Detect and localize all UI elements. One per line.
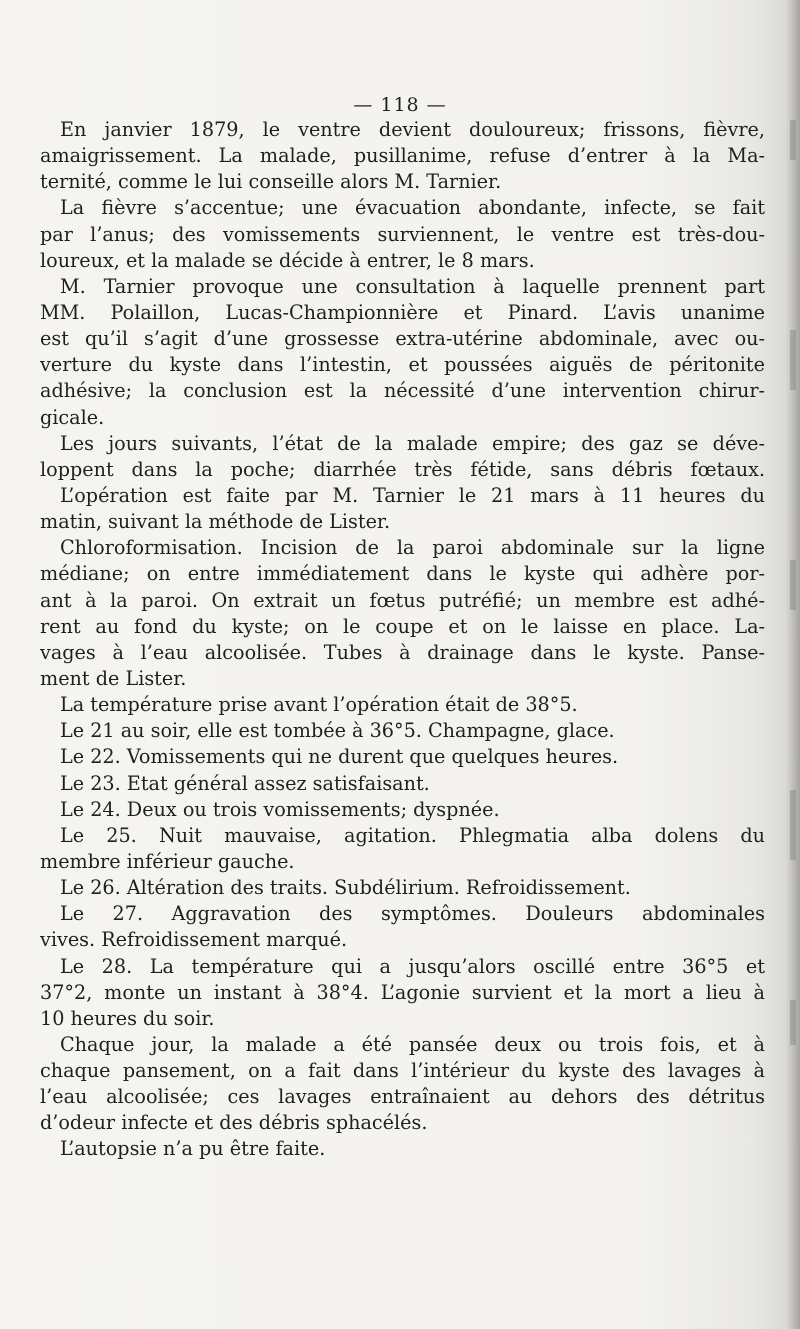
text-line: Chaque jour, la malade a été pansée deux ou trois fois, et à xyxy=(60,1032,765,1056)
text-line: ternité, comme le lui conseille alors M. Tarnier. xyxy=(40,170,502,194)
body-text xyxy=(40,117,765,1163)
text-line: chaque pansement, on a fait dans l’intérieur du kyste des lavages à xyxy=(40,1059,765,1083)
text-line: vages à l’eau alcoolisée. Tubes à drainage dans le kyste. Panse- xyxy=(40,640,765,664)
text-line: l’eau alcoolisée; ces lavages entraînaient au dehors des détritus xyxy=(40,1085,765,1109)
text-line: Le 23. Etat général assez satisfaisant. xyxy=(60,771,430,795)
text-line: Le 21 au soir, elle est tombée à 36°5. Champagne, glace. xyxy=(60,719,615,743)
text-line: gicale. xyxy=(40,405,105,429)
text-line: membre inférieur gauche. xyxy=(40,849,295,873)
text-line: amaigrissement. La malade, pusillanime, refuse d’entrer à la Ma- xyxy=(40,144,765,168)
text-line: Les jours suivants, l’état de la malade empire; des gaz se déve- xyxy=(60,431,765,455)
text-line: Le 24. Deux ou trois vomissements; dyspnée. xyxy=(60,797,500,821)
text-line: d’odeur infecte et des débris sphacélés. xyxy=(40,1111,428,1135)
text-line: loureux, et la malade se décide à entrer, le 8 mars. xyxy=(40,248,535,272)
page-edge-shadow xyxy=(786,0,800,1329)
text-line: adhésive; la conclusion est la nécessité d’une intervention chirur- xyxy=(40,379,765,403)
page-number: — 118 — xyxy=(353,94,447,116)
text-line: La fièvre s’accentue; une évacuation abondante, infecte, se fait xyxy=(60,196,765,220)
text-line: Le 25. Nuit mauvaise, agitation. Phlegmatia alba dolens du xyxy=(60,823,765,847)
text-line: Chloroformisation. Incision de la paroi abdominale sur la ligne xyxy=(60,536,765,560)
text-line: ant à la paroi. On extrait un fœtus putréfié; un membre est adhé- xyxy=(40,588,765,612)
text-line: est qu’il s’agit d’une grossesse extra-utérine abdominale, avec ou- xyxy=(40,327,765,351)
text-line: Le 22. Vomissements qui ne durent que quelques heures. xyxy=(60,745,619,769)
text-line: Le 26. Altération des traits. Subdélirium. Refroidissement. xyxy=(60,876,631,900)
text-line: matin, suivant la méthode de Lister. xyxy=(40,510,391,534)
text-line: loppent dans la poche; diarrhée très fétide, sans débris fœtaux. xyxy=(40,457,765,481)
text-line: MM. Polaillon, Lucas-Championnière et Pinard. L’avis unanime xyxy=(40,300,765,324)
text-line: rent au fond du kyste; on le coupe et on le laisse en place. La- xyxy=(40,614,765,638)
text-line: Le 27. Aggravation des symptômes. Douleurs abdominales xyxy=(60,902,765,926)
text-line: verture du kyste dans l’intestin, et poussées aiguës de péritonite xyxy=(40,353,765,377)
text-line: 10 heures du soir. xyxy=(40,1006,215,1030)
text-line: La température prise avant l’opération était de 38°5. xyxy=(60,693,578,717)
text-line: Le 28. La température qui a jusqu’alors oscillé entre 36°5 et xyxy=(60,954,765,978)
text-line: médiane; on entre immédiatement dans le kyste qui adhère por- xyxy=(40,562,765,586)
text-line: par l’anus; des vomissements surviennent, le ventre est très-dou- xyxy=(40,222,765,246)
text-line: M. Tarnier provoque une consultation à laquelle prennent part xyxy=(60,274,765,298)
text-line: En janvier 1879, le ventre devient douloureux; frissons, fièvre, xyxy=(60,118,765,141)
text-line: ment de Lister. xyxy=(40,666,187,690)
text-line: vives. Refroidissement marqué. xyxy=(40,928,348,952)
text-line: 37°2, monte un instant à 38°4. L’agonie survient et la mort a lieu à xyxy=(40,980,765,1004)
text-line: L’opération est faite par M. Tarnier le 21 mars à 11 heures du xyxy=(60,483,765,507)
text-line: L’autopsie n’a pu être faite. xyxy=(60,1137,326,1161)
